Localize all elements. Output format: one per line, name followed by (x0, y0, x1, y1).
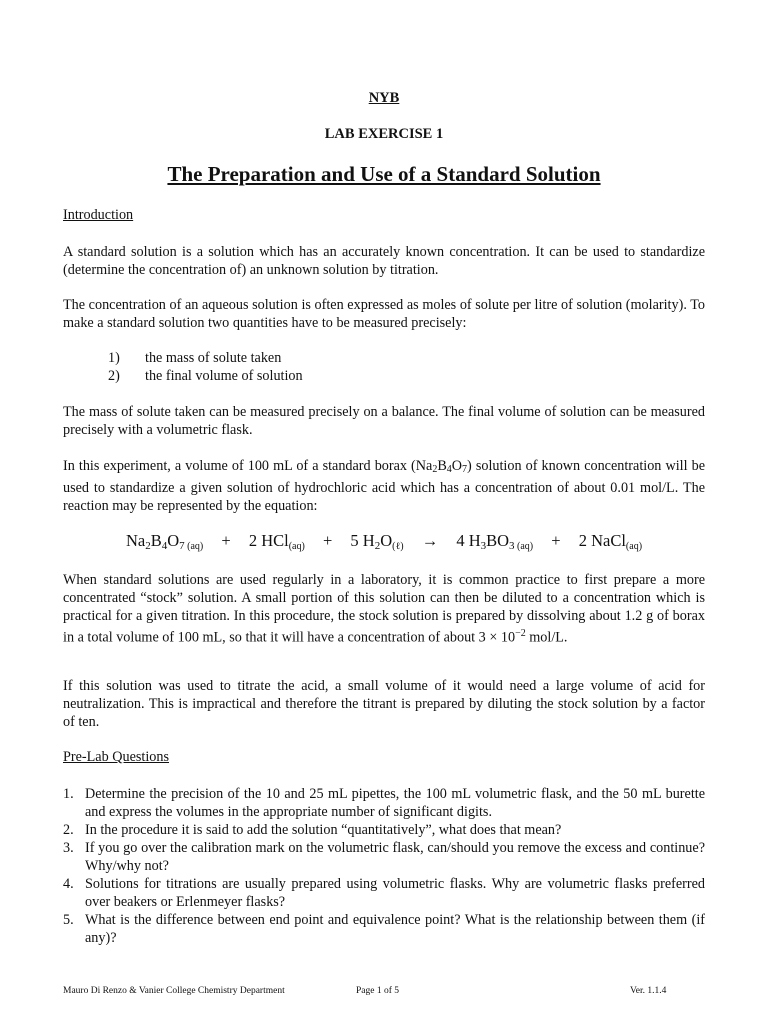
question-item: 3. If you go over the calibration mark on the volumetric flask, can/should you remove the excess and continue? Why/why not? (63, 840, 705, 874)
list-item: 1) the mass of solute taken (108, 350, 282, 366)
reaction-equation: $Na_2B_4O_7$ $_{(aq)}$ + 2 HCl$_{(aq)}$ + 5 $H_2O_{(\ell)} \to 4$ $H_3BO_3$ $_{(aq)}$ + 2 NaCl$_{(aq)}$ (125, 531, 643, 552)
measurement-list (108, 349, 303, 385)
course-code: NYB (368, 90, 400, 106)
intro-paragraph-2: The concentration of an aqueous solution is often expressed as moles of solute per litre of solution (molarity). To make a standard solution two quantities have to be measured precisely: (63, 297, 705, 331)
question-item: 1. Determine the precision of the 10 and 25 mL pipettes, the 100 mL volumetric flask, and the 50 mL burette and express the volumes in the appropriate number of significant digits. (63, 786, 705, 820)
reaction-arrow: → (421, 531, 439, 550)
intro-paragraph-6: If this solution was used to titrate the acid, a small volume of it would need a large volume of acid for neutralization. This is impractical and therefore the titrant is prepared by diluting the stock solution by a factor of ten. (63, 678, 705, 730)
question-item: 5. What is the difference between end point and equivalence point? What is the relationship between them (if any)? (63, 912, 705, 946)
page-title: The Preparation and Use of a Standard Solution (167, 162, 601, 186)
question-item: 4. Solutions for titrations are usually prepared using volumetric flasks. Why are volumetric flasks preferred over beakers or Erlenmeyer flasks? (63, 876, 705, 910)
prelab-heading: Pre-Lab Questions (63, 749, 169, 765)
footer-author: Mauro Di Renzo & Vanier College Chemistry Department (63, 986, 285, 996)
introduction-heading: Introduction (63, 207, 134, 223)
footer-version: Ver. 1.1.4 (630, 986, 667, 996)
question-item: 2. In the procedure it is said to add the solution “quantitatively”, what does that mean? (63, 822, 562, 838)
exercise-label: LAB EXERCISE 1 (324, 126, 444, 142)
intro-paragraph-5: When standard solutions are used regularly in a laboratory, it is common practice to first prepare a more concentrated “stock” solution. A small portion of this solution can then be diluted to a concentration which is practical for a given titration. In this procedure, the stock solution is prepared by dissolving about 1.2 g of borax in a total volume of 100 mL, so that it will have a concentration of about $3 \times 10^{-2}$ mol/L. (63, 572, 705, 646)
intro-paragraph-1: A standard solution is a solution which has an accurately known concentration. It can be used to standardize (determine the concentration of) an unknown solution by titration. (63, 244, 705, 278)
prelab-questions (63, 785, 705, 947)
list-item: 2) the final volume of solution (108, 368, 303, 384)
footer-page-number: Page 1 of 5 (356, 986, 400, 996)
intro-paragraph-3: The mass of solute taken can be measured precisely on a balance. The final volume of solution can be measured precisely with a volumetric flask. (63, 404, 705, 438)
intro-paragraph-4: In this experiment, a volume of 100 mL of a standard borax $(Na_2B_4O_7)$ solution of known concentration will be used to standardize a given solution of hydrochloric acid which has a concentration of about 0.01 mol/L. The reaction may be represented by the equation: (63, 458, 705, 514)
